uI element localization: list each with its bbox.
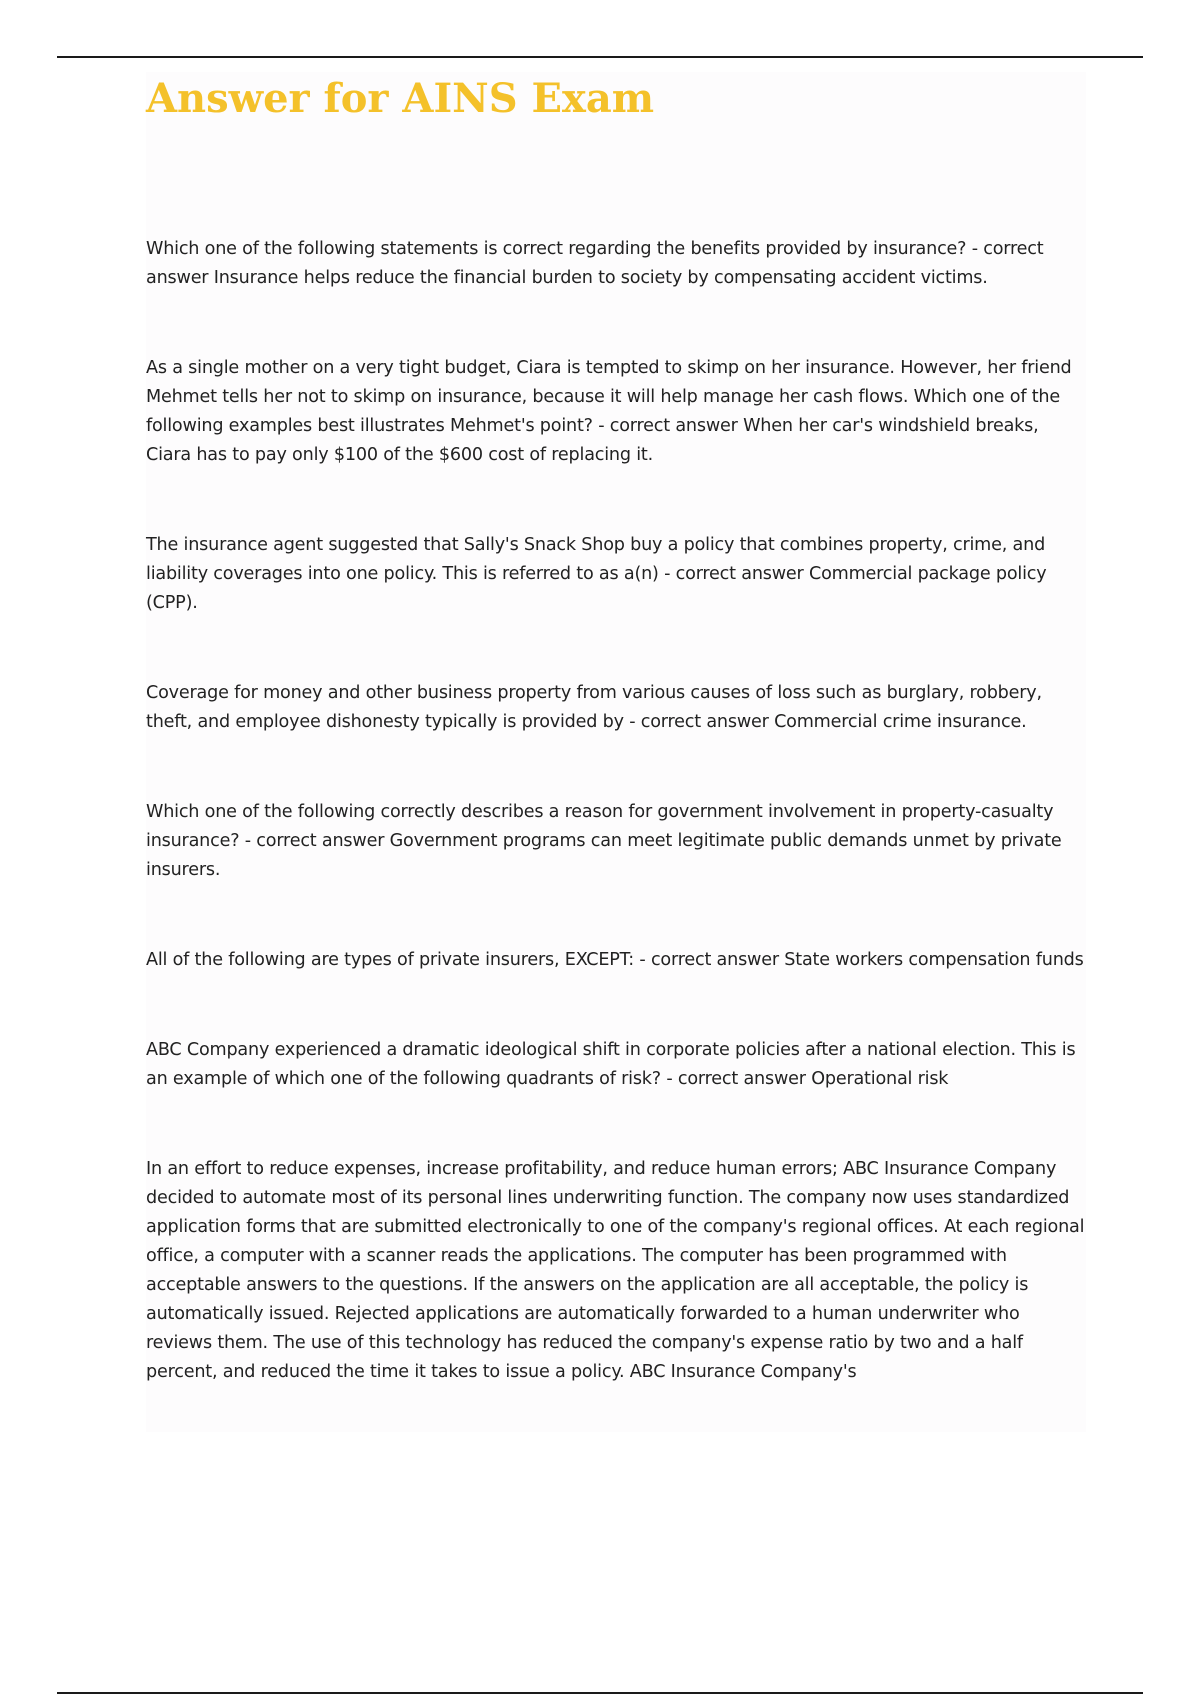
qa-item: Coverage for money and other business property from various causes of loss such as burglary, robbery, theft, and employee dishonesty typically is provided by - correct answer Commercial crime insurance. bbox=[146, 683, 1042, 732]
qa-item: Which one of the following correctly describes a reason for government involvement in property-casualty insurance? - correct answer Government programs can meet legitimate public demands unmet by private insurers. bbox=[146, 802, 1062, 880]
qa-item: The insurance agent suggested that Sally's Snack Shop buy a policy that combines property, crime, and liability coverages into one policy. This is referred to as a(n) - correct answer Commercial package policy (CPP). bbox=[146, 535, 1047, 613]
document-title: Answer for AINS Exam bbox=[146, 75, 655, 122]
qa-item: Which one of the following statements is correct regarding the benefits provided by insurance? - correct answer Insurance helps reduce the financial burden to society by compensating accident victims. bbox=[146, 239, 1044, 288]
qa-item: As a single mother on a very tight budget, Ciara is tempted to skimp on her insurance. However, her friend Mehmet tells her not to skimp on insurance, because it will help manage her cash flows. Which one of the following examples best illustrates Mehmet's point? - correct answer When her car's windshield breaks, Ciara has to pay only $100 of the $600 cost of replacing it. bbox=[146, 358, 1072, 465]
top-rule bbox=[57, 56, 1143, 58]
bottom-rule bbox=[57, 1692, 1143, 1694]
qa-item: All of the following are types of private insurers, EXCEPT: - correct answer State workers compensation funds bbox=[146, 950, 1084, 970]
qa-item: ABC Company experienced a dramatic ideological shift in corporate policies after a national election. This is an example of which one of the following quadrants of risk? - correct answer Operational risk bbox=[146, 1040, 1076, 1089]
qa-list bbox=[146, 235, 1086, 1448]
qa-item: In an effort to reduce expenses, increase profitability, and reduce human errors; ABC Insurance Company decided to automate most of its personal lines underwriting function. The company now uses standardized application forms that are submitted electronically to one of the company's regional offices. At each regional office, a computer with a scanner reads the applications. The computer has been programmed with acceptable answers to the questions. If the answers on the application are all acceptable, the policy is automatically issued. Rejected applications are automatically forwarded to a human underwriter who reviews them. The use of this technology has reduced the company's expense ratio by two and a half percent, and reduced the time it takes to issue a policy. ABC Insurance Company's bbox=[146, 1159, 1085, 1382]
